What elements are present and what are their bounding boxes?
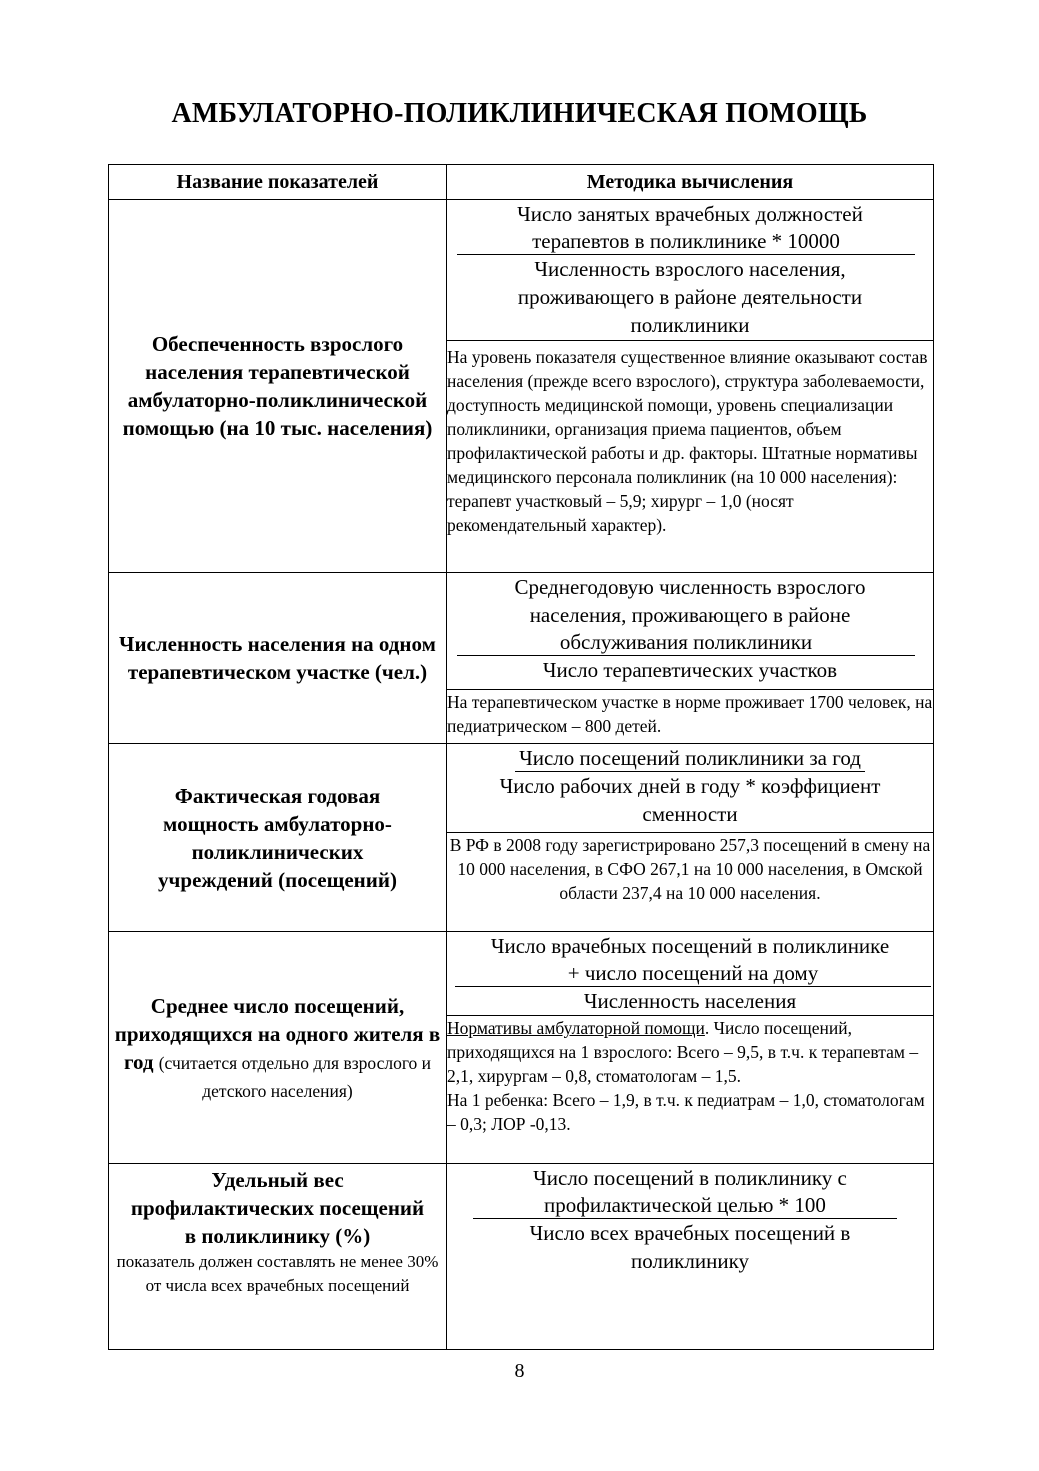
comment-text: На терапевтическом участке в норме проживает 1700 человек, на педиатрическом – 800 детей. (447, 692, 933, 736)
column-header-method: Методика вычисления (447, 165, 934, 200)
indicator-name-text: Фактическая годовая мощность амбулаторно-поликлинических учреждений (посещений) (158, 783, 397, 892)
indicator-name (109, 932, 447, 1164)
method-cell (447, 744, 934, 932)
indicator-name (109, 573, 447, 744)
comment-text: В РФ в 2008 году зарегистрировано 257,3 посещений в смену на 10 000 населения, в СФО 267,1 на 10 000 населения, в Омской области 237,4 на 10 000 населения. (449, 835, 931, 903)
table-row (109, 932, 934, 1164)
method-cell (447, 200, 934, 573)
formula (447, 573, 933, 690)
method-comment (447, 833, 933, 926)
method-cell (447, 573, 934, 744)
indicator-name-text: Численность населения на одном терапевтическом участке (чел.) (119, 632, 436, 684)
indicator-name-note: (считается отдельно для взрослого и детского населения) (158, 1052, 432, 1101)
comment-title: Нормативы амбулаторной помощи (447, 1018, 705, 1038)
table-row (109, 200, 934, 573)
formula-numerator (447, 1164, 933, 1219)
numerator-line: профилактической целью * 100 (473, 1192, 897, 1219)
table-row (109, 1164, 934, 1350)
indicator-name-text: Среднее число посещений, приходящихся на одного жителя в год (114, 993, 441, 1074)
formula (447, 744, 933, 833)
formula (447, 932, 933, 1016)
indicator-name (109, 200, 447, 573)
indicator-name-text: Удельный вес профилактических посещений в поликлинику (%) (130, 1168, 425, 1248)
numerator-line: терапевтов в поликлинике * 10000 (457, 228, 915, 255)
column-header-name: Название показателей (109, 165, 447, 200)
numerator-line: + число посещений на дому (455, 960, 931, 987)
denominator-line: сменности (642, 802, 738, 826)
formula-denominator (447, 772, 933, 828)
method-comment (447, 341, 933, 572)
page-title: АМБУЛАТОРНО-ПОЛИКЛИНИЧЕСКАЯ ПОМОЩЬ (171, 98, 868, 129)
method-inner (447, 573, 933, 740)
method-inner (447, 932, 933, 1156)
method-inner (447, 1164, 933, 1275)
formula (447, 1164, 933, 1275)
indicator-name (109, 744, 447, 932)
denominator-line: поликлинику (631, 1249, 749, 1273)
numerator-line: Среднегодовую численность взрослого (514, 575, 866, 599)
page-number: 8 (514, 1360, 525, 1382)
method-inner (447, 200, 933, 571)
method-inner (447, 744, 933, 925)
formula (447, 200, 933, 341)
numerator-line: Число занятых врачебных должностей (517, 202, 863, 226)
formula-denominator (447, 987, 933, 1015)
denominator-line: поликлиники (630, 313, 750, 337)
indicator-name-note: показатель должен составлять не менее 30% от числа всех врачебных посещений (116, 1252, 439, 1295)
formula-numerator (447, 200, 933, 255)
denominator-line: Численность населения (583, 989, 797, 1013)
formula-denominator (447, 1219, 933, 1275)
formula-numerator (447, 573, 933, 656)
indicator-name-text: Обеспеченность взрослого населения терапевтической амбулаторно-поликлинической помощью (на 10 тыс. населения) (122, 332, 433, 440)
numerator-line: Число посещений поликлиники за год (515, 745, 865, 772)
indicator-name (109, 1164, 447, 1350)
table-header-row (109, 165, 934, 200)
formula-denominator (447, 255, 933, 339)
denominator-line: Число рабочих дней в году * коэффициент (499, 774, 881, 798)
formula-denominator (447, 656, 933, 684)
denominator-line: проживающего в районе деятельности (517, 285, 863, 309)
denominator-line: Число всех врачебных посещений в (529, 1221, 851, 1245)
method-comment (447, 690, 933, 741)
comment-text: На 1 ребенка: Всего – 1,9, в т.ч. к педиатрам – 1,0, стоматологам – 0,3; ЛОР -0,13. (447, 1090, 925, 1134)
indicators-table (108, 164, 934, 1350)
denominator-line: Число терапевтических участков (542, 658, 838, 682)
denominator-line: Численность взрослого населения, (534, 257, 846, 281)
table-row (109, 744, 934, 932)
numerator-line: Число врачебных посещений в поликлинике (490, 934, 890, 958)
numerator-line: населения, проживающего в районе (529, 603, 851, 627)
table-row (109, 573, 934, 744)
method-comment (447, 1016, 933, 1157)
method-cell (447, 932, 934, 1164)
comment-text: На уровень показателя существенное влияние оказывают состав населения (прежде всего взрослого), структура заболеваемости, доступность медицинской помощи, уровень специализации поликлиники, организация приема пациентов, объем профилактической работы и др. факторы. Штатные нормативы медицинского персонала поликлиник (на 10 000 населения): терапевт участковый – 5,9; хирург – 1,0 (носят рекомендательный характер). (447, 347, 928, 535)
numerator-line: Число посещений в поликлинику с (533, 1166, 847, 1190)
comment-text: . Число посещений, приходящихся на 1 взрослого: Всего – 9,5, в т.ч. к терапевтам – 2,1, хирургам – 0,8, стоматологам – 1,5. (447, 1018, 919, 1086)
numerator-line: обслуживания поликлиники (457, 629, 915, 656)
formula-numerator (447, 744, 933, 772)
formula-numerator (447, 932, 933, 987)
method-cell (447, 1164, 934, 1350)
